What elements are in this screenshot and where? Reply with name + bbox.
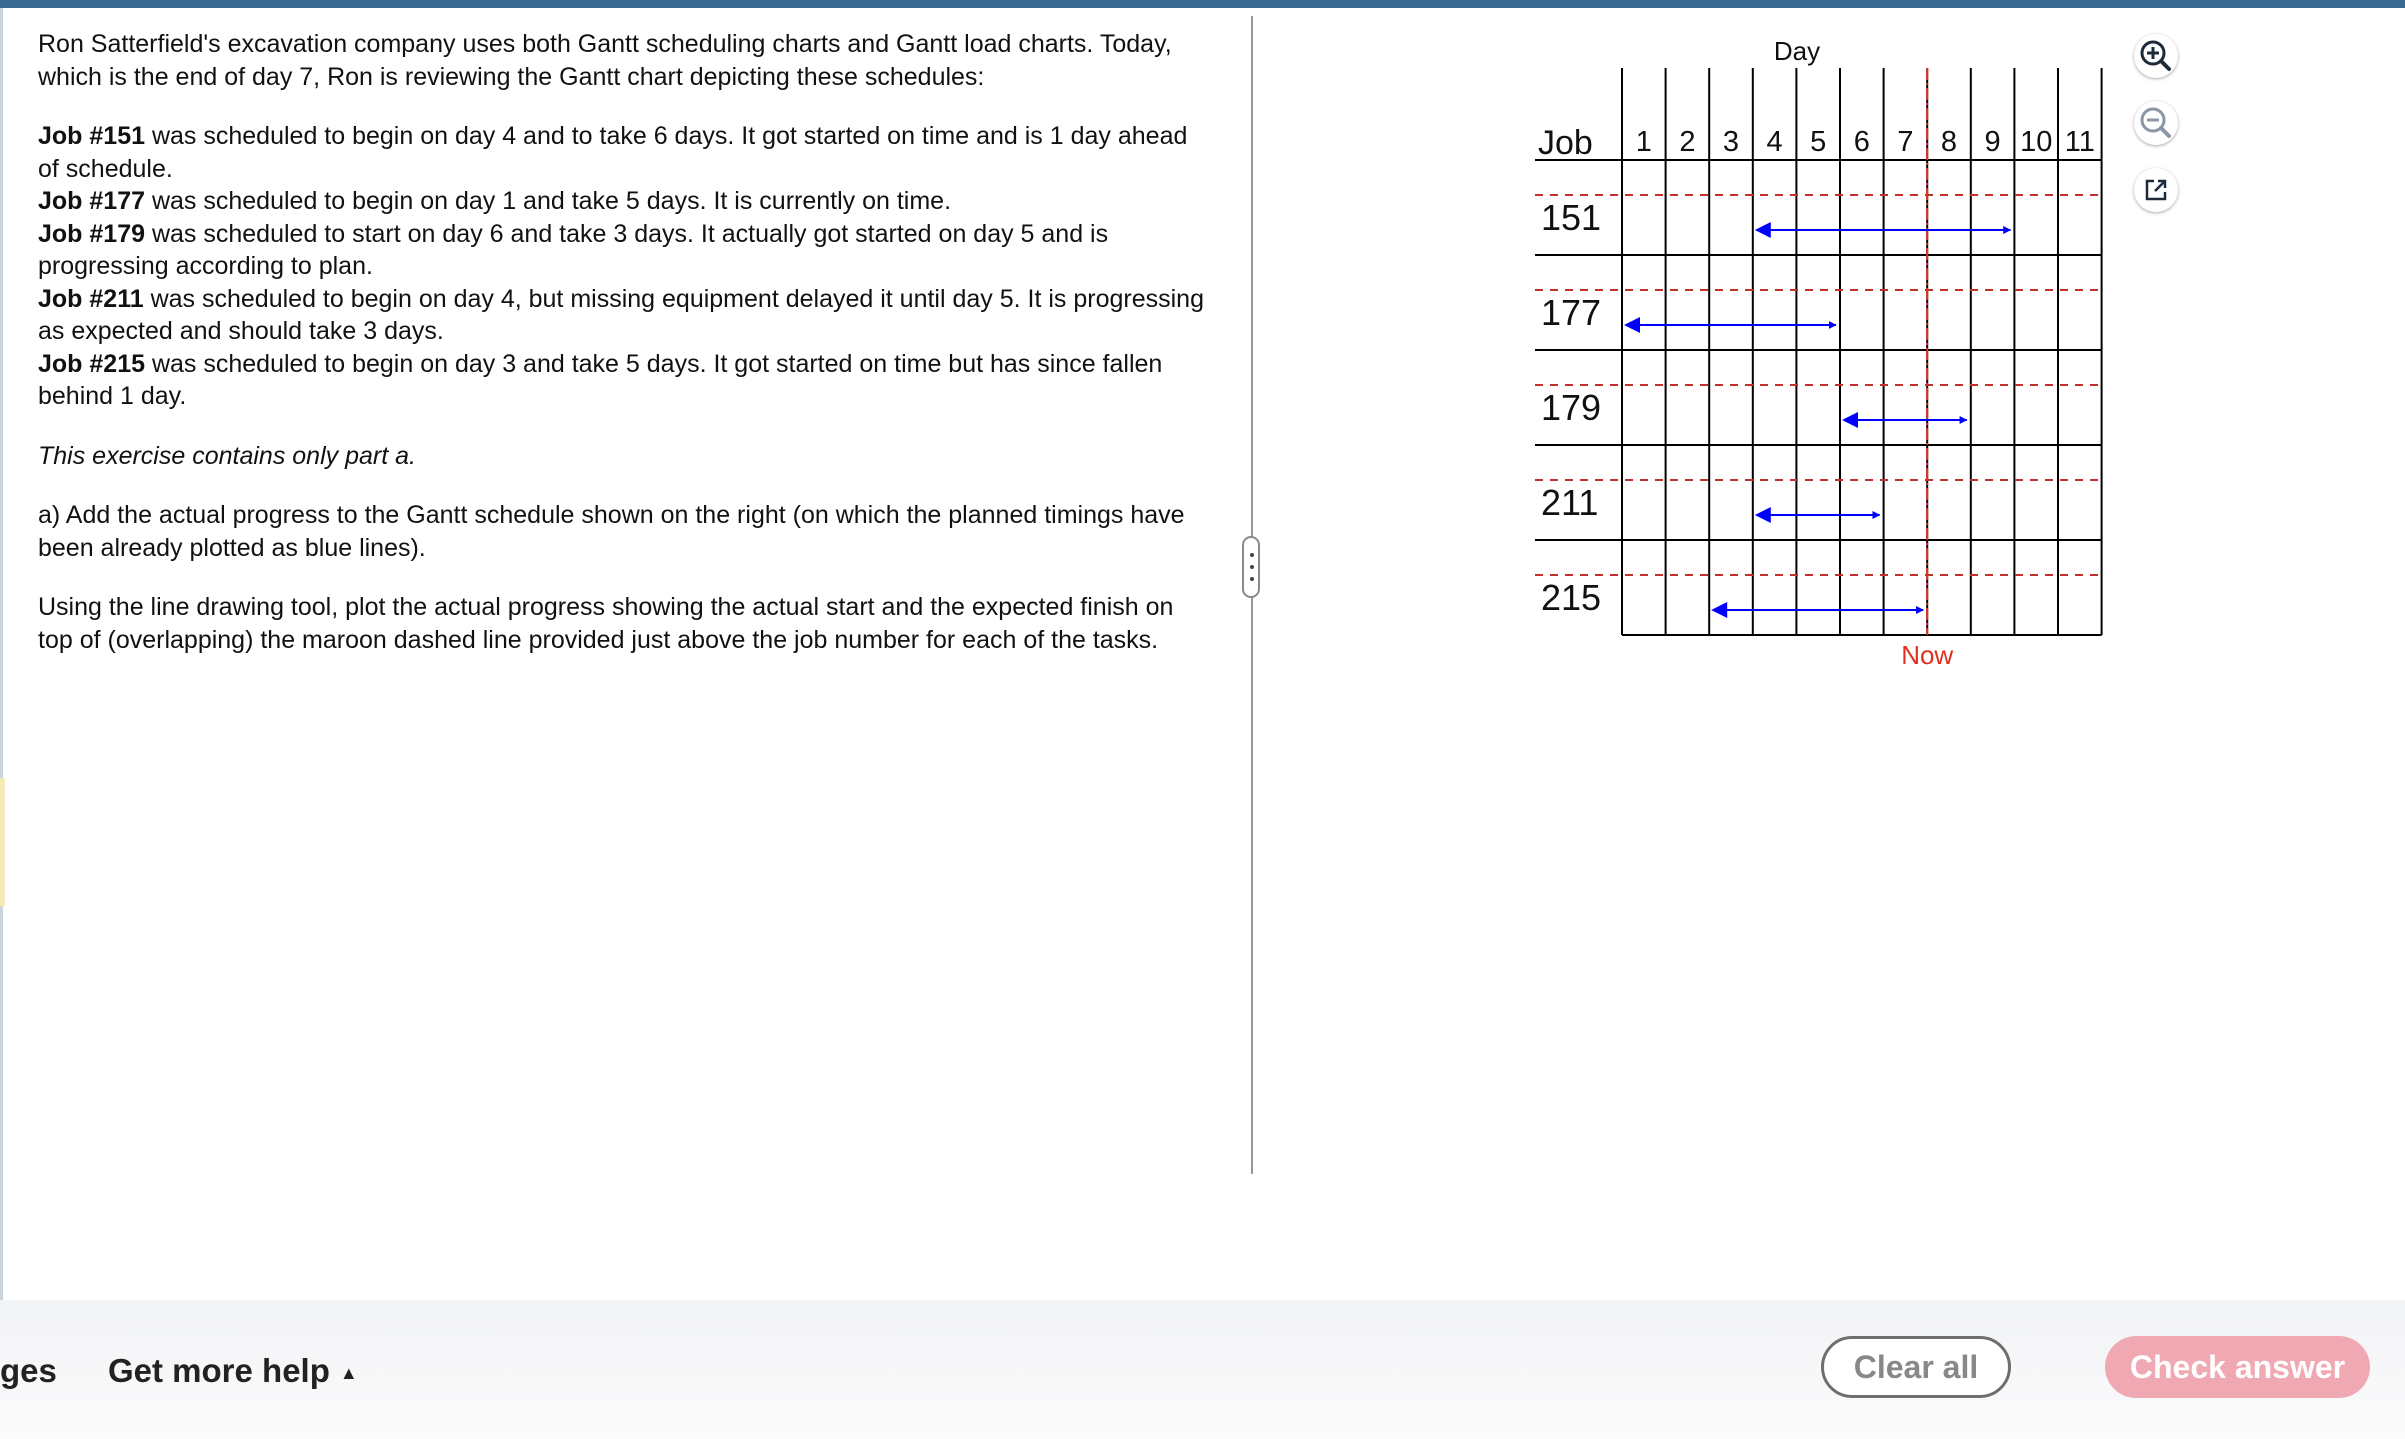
- get-more-help-button[interactable]: [108, 1352, 358, 1390]
- part-a-text: a) Add the actual progress to the Gantt schedule shown on the right (on which the planned timings have been already plotted as blue lines).: [38, 501, 1185, 562]
- job-number-label: 215: [1541, 577, 1602, 618]
- day-axis-title: Day: [1773, 36, 1821, 66]
- get-more-help-label: Get more help: [108, 1352, 330, 1389]
- zoom-out-icon: [2134, 101, 2178, 145]
- splitter-handle[interactable]: [1242, 536, 1260, 598]
- job-177-desc: Job #177 was scheduled to begin on day 1 and take 5 days. It is currently on time.: [38, 187, 952, 215]
- day-label: 5: [1810, 126, 1827, 158]
- now-label: Now: [1901, 640, 1954, 670]
- day-label: 11: [2064, 126, 2095, 158]
- exercise-note: This exercise contains only part a.: [38, 441, 416, 470]
- question-text: [38, 28, 1208, 656]
- planned-bar-start: [1755, 222, 1771, 238]
- caret-up-icon: ▲: [339, 1363, 358, 1383]
- day-label: 3: [1722, 126, 1740, 158]
- previous-link[interactable]: ges: [0, 1352, 57, 1389]
- external-link-icon: [2134, 168, 2178, 212]
- check-answer-button[interactable]: Check answer: [2105, 1336, 2370, 1398]
- planned-bars: [1624, 222, 2010, 618]
- day-label: 8: [1940, 126, 1958, 158]
- clear-all-button[interactable]: Clear all: [1821, 1336, 2011, 1398]
- job-column-header: Job: [1538, 124, 1593, 162]
- gantt-labels: [1541, 126, 2095, 670]
- job-number-label: 211: [1541, 482, 1599, 523]
- day-label: 7: [1897, 126, 1914, 158]
- job-215-desc: Job #215 was scheduled to begin on day 3 and take 5 days. It got started on time but has since fallen behind 1 day.: [38, 349, 1163, 410]
- footer-bar: [0, 1300, 2405, 1439]
- job-179-desc: Job #179 was scheduled to start on day 6 and take 3 days. It actually got started on day 5 and is progressing according to plan.: [38, 219, 1109, 280]
- planned-bar-start: [1624, 317, 1640, 333]
- day-label: 6: [1853, 126, 1870, 158]
- left-border: [0, 8, 3, 1300]
- job-number-label: 177: [1541, 292, 1602, 333]
- zoom-out-button[interactable]: [2134, 101, 2178, 145]
- day-label: 9: [1984, 126, 2001, 158]
- gantt-chart[interactable]: [1520, 20, 2120, 680]
- job-number-label: 151: [1541, 197, 1602, 238]
- day-label: 1: [1635, 126, 1652, 158]
- popout-button[interactable]: [2134, 168, 2178, 212]
- instructions-text: Using the line drawing tool, plot the actual progress showing the actual start and the expected finish on top of (overlapping) the maroon dashed line provided just above the job number for each of the tasks.: [38, 593, 1174, 654]
- job-151-desc: Job #151 was scheduled to begin on day 4 and to take 6 days. It got started on time and is 1 day ahead of schedule.: [38, 122, 1188, 183]
- day-label: 4: [1766, 126, 1783, 158]
- day-label: 2: [1679, 126, 1696, 158]
- day-label: 10: [2020, 126, 2053, 158]
- top-bar: [0, 0, 2405, 8]
- planned-bar-start: [1711, 602, 1727, 618]
- left-panel-tab[interactable]: [0, 778, 5, 906]
- planned-bar-start: [1755, 507, 1771, 523]
- question-intro: Ron Satterfield's excavation company uses both Gantt scheduling charts and Gantt load charts. Today, which is the end of day 7, Ron is reviewing the Gantt chart depicting these schedules:: [38, 30, 1172, 91]
- zoom-in-icon: [2134, 34, 2178, 78]
- actual-progress-guides[interactable]: [1535, 195, 2102, 575]
- planned-bar-start: [1842, 412, 1858, 428]
- zoom-in-button[interactable]: [2134, 34, 2178, 78]
- job-211-desc: Job #211 was scheduled to begin on day 4, but missing equipment delayed it until day 5. It is progressing as expected and should take 3 days.: [38, 284, 1204, 345]
- job-number-label: 179: [1541, 387, 1602, 428]
